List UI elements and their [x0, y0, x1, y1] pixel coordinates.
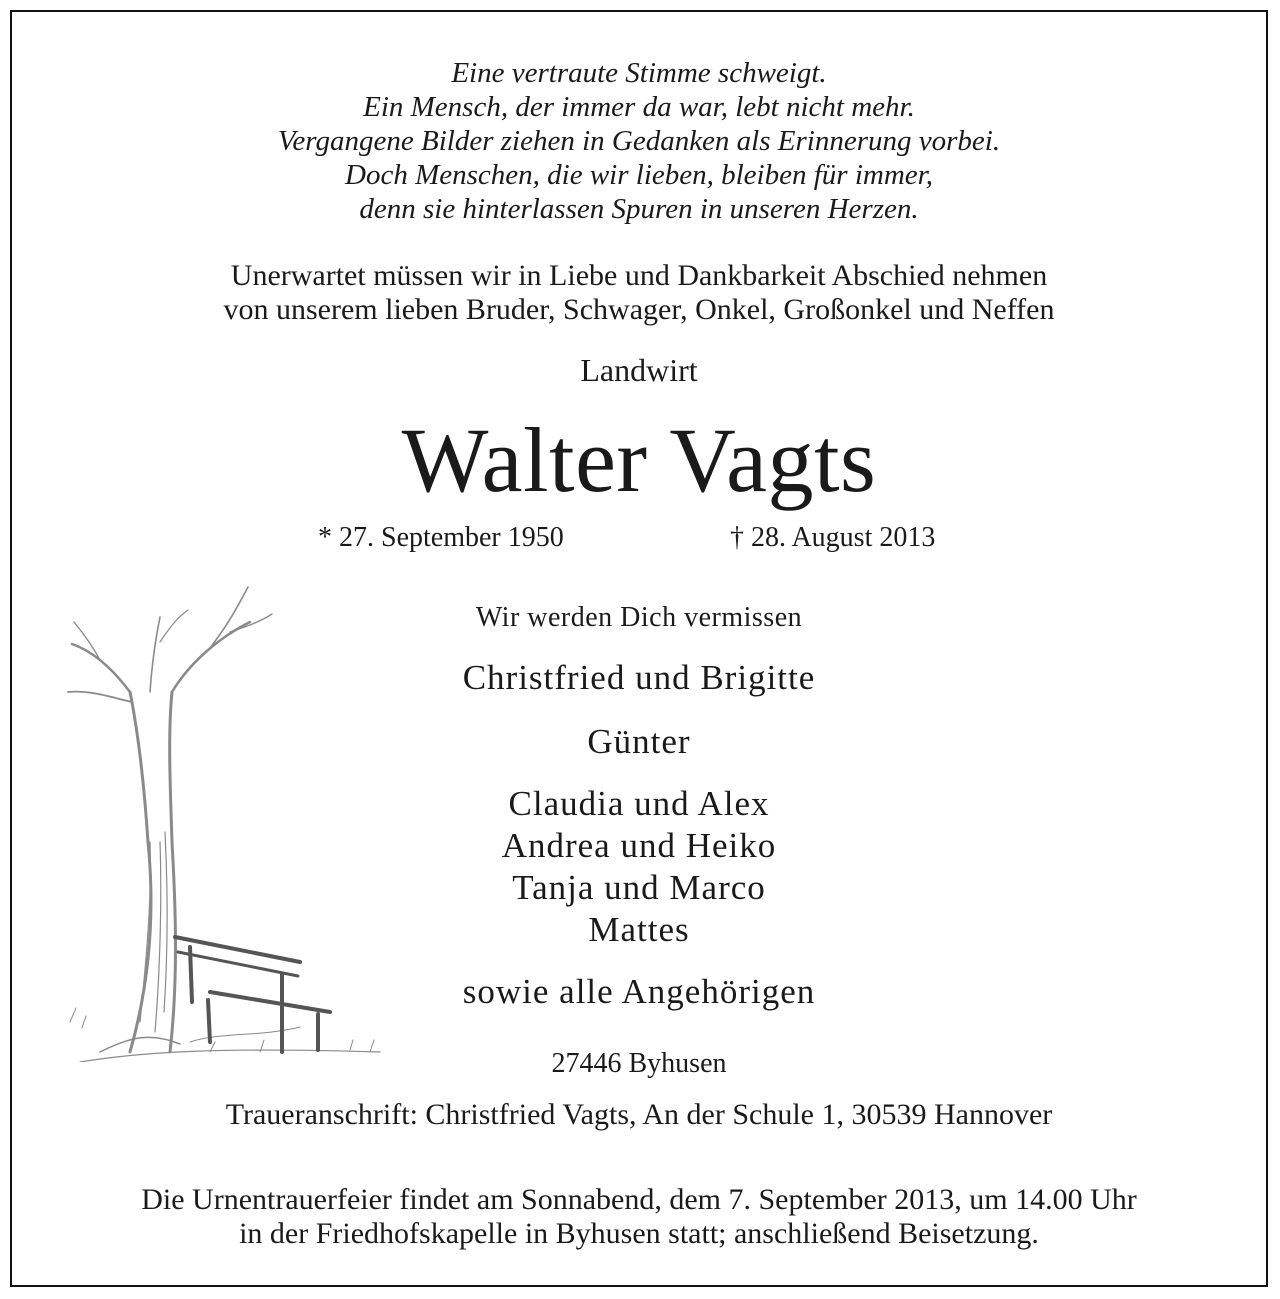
- deceased-name: Walter Vagts: [401, 409, 877, 511]
- family-line: Claudia und Alex: [508, 784, 770, 823]
- family-line: sowie alle Angehörigen: [462, 972, 816, 1011]
- poem-line: denn sie hinterlassen Spuren in unseren Herzen.: [359, 193, 919, 225]
- obituary-notice: [10, 10, 1268, 1287]
- family-line: Mattes: [588, 910, 690, 949]
- family-line: Andrea und Heiko: [501, 826, 777, 865]
- intro-line: Unerwartet müssen wir in Liebe und Dankbarkeit Abschied nehmen: [230, 259, 1048, 292]
- miss-text: Wir werden Dich vermissen: [475, 602, 803, 633]
- occupation: Landwirt: [580, 352, 698, 388]
- birth-date: * 27. September 1950: [318, 522, 564, 553]
- poem-line: Ein Mensch, der immer da war, lebt nicht mehr.: [363, 91, 915, 123]
- mourning-address: Traueranschrift: Christfried Vagts, An der Schule 1, 30539 Hannover: [225, 1098, 1053, 1131]
- poem-line: Vergangene Bilder ziehen in Gedanken als Erinnerung vorbei.: [277, 125, 1001, 157]
- family-line: Günter: [587, 722, 691, 761]
- death-date: † 28. August 2013: [730, 522, 936, 553]
- family-line: Christfried und Brigitte: [462, 658, 816, 697]
- ceremony-line: Die Urnentrauerfeier findet am Sonnabend, dem 7. September 2013, um 14.00 Uhr: [141, 1183, 1137, 1216]
- ceremony-line: in der Friedhofskapelle in Byhusen statt; anschließend Beisetzung.: [239, 1217, 1039, 1250]
- poem-line: Doch Menschen, die wir lieben, bleiben für immer,: [345, 159, 933, 191]
- poem-line: Eine vertraute Stimme schweigt.: [451, 57, 827, 89]
- family-line: Tanja und Marco: [512, 868, 766, 907]
- intro-line: von unserem lieben Bruder, Schwager, Onkel, Großonkel und Neffen: [223, 293, 1055, 326]
- place: 27446 Byhusen: [551, 1048, 727, 1079]
